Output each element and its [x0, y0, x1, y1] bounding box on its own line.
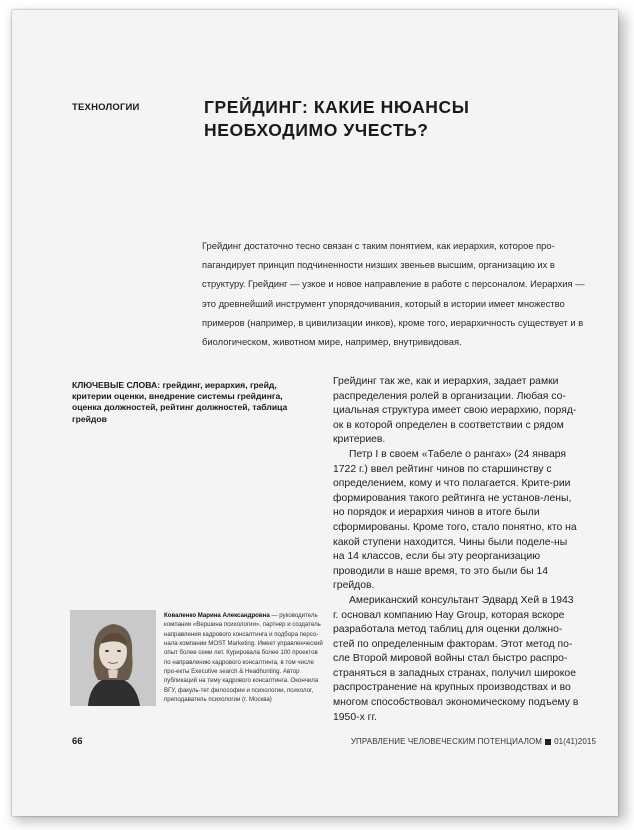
body-paragraph: Петр I в своем «Табеле о рангах» (24 января 1722 г.) ввел рейтинг чинов по старшинству с определением, кому и что полагается. Крите-рии формирования такого рейтинга не установ-лены, но порядок и иерархия чинов в итоге были сформированы. Кроме того, стало понятно, кто на какой ступени находится. Чины были поделе-ны на 14 классов, если бы эту реорганизацию проводили в наше время, то это были бы 14 грейдов. [333, 448, 577, 592]
journal-title: УПРАВЛЕНИЕ ЧЕЛОВЕЧЕСКИМ ПОТЕНЦИАЛОМ [350, 737, 543, 746]
section-label: ТЕХНОЛОГИИ [72, 102, 140, 113]
body-column [333, 375, 579, 725]
page-number: 66 [72, 736, 83, 747]
author-bio [164, 611, 324, 704]
lead-paragraph: Грейдинг достаточно тесно связан с таким понятием, как иерархия, которое про-пагандирует принцип подчиненности низших звеньев высшим, организацию их в структуру. Грейдинг — узкое и новое направление в работе с персоналом. Иерархия — это древнейший инструмент упорядочивания, который в истории имеет множество примеров (например, в цивилизации инков), кроме того, иерархичность существует и в биологическом, животном мире, например, внутривидовая. [202, 240, 585, 348]
author-description: — руководитель компании «Вершина психологии», партнер и создатель направления кадрового консалтинга и подбора персо-нала компании MOST Marketing. Имеет управленческий опыт более семи лет. Курировала более 100 проектов по направлению кадрового консалтинга, в том числе про-екты Executive search & Headhunting. Автор публикаций на тему кадрового консалтинга. Окончила ВГУ, факуль-тет философии и психологии, психолог, преподаватель психологии (г. Москва) [164, 612, 323, 704]
portrait-image [70, 610, 156, 706]
author-name: Коваленко Марина Александровна [164, 612, 270, 619]
body-paragraph: Грейдинг так же, как и иерархия, задает рамки распределения ролей в организации. Любая со-циальная структура имеет свою иерархию, поряд-ок в которой определен в соответствии с рядом критериев. [333, 376, 577, 446]
journal-footer [351, 737, 596, 746]
author-photo [70, 610, 156, 706]
body-paragraph: Американский консультант Эдвард Хей в 1943 г. основал компанию Hay Group, которая вскоре разработала метод таблиц для оценки должно-стей по определенным факторам. Этот метод по-сле Второй мировой войны стал быстро распро-страняться в западных странах, получил широкое распространение на крупных производствах и во многом способствовал экономическому подъему в 1950-х гг. [333, 594, 579, 723]
article-title: ГРЕЙДИНГ: КАКИЕ НЮАНСЫ НЕОБХОДИМО УЧЕСТЬ? [204, 97, 470, 140]
issue-number: 01(41)2015 [554, 737, 596, 746]
keywords: КЛЮЧЕВЫЕ СЛОВА: грейдинг, иерархия, грейд, критерии оценки, внедрение системы грейдинга, оценка должностей, рейтинг должностей, таблица грейдов [72, 380, 288, 424]
square-icon [545, 739, 551, 745]
